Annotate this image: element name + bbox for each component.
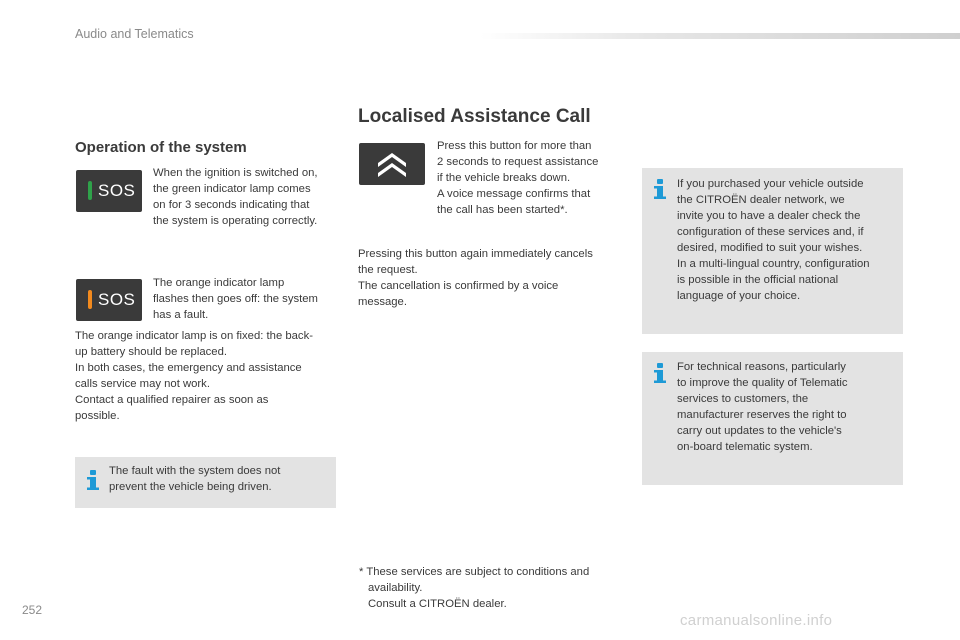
info-note-box: [75, 457, 336, 508]
orange-lamp-text: The orange indicator lamp flashes then goes off: the system has a fault.: [153, 277, 318, 321]
sos-label: SOS: [98, 290, 136, 309]
sos-button-green[interactable]: [76, 170, 142, 212]
info-box-dealer-text: If you purchased your vehicle outside the CITROËN dealer network, we invite you to have a dealer check the configuration of these services and, if desired, modified to suit your wishes. In a multi-lingual country, configuration is possible in the official national language of your choice.: [677, 178, 870, 302]
info-box-dealer: [642, 168, 903, 334]
fixed-lamp-text: The orange indicator lamp is on fixed: the back- up battery should be replaced. In both cases, the emergency and assistance calls service may not work. Contact a qualified repairer as soon as possible.: [75, 330, 313, 422]
sos-label: SOS: [98, 181, 136, 200]
page-number: 252: [22, 603, 43, 617]
citroen-chevrons-icon: [376, 148, 408, 180]
info-box-technical: [642, 352, 903, 485]
orange-indicator-lamp: [88, 290, 92, 309]
info-icon: [652, 362, 668, 384]
green-indicator-lamp: [88, 181, 92, 200]
watermark: carmanualsonline.info: [680, 612, 833, 629]
section-title: Audio and Telematics: [75, 27, 194, 41]
sos-button-orange[interactable]: [76, 279, 142, 321]
info-icon: [85, 469, 101, 491]
localised-assistance-heading: Localised Assistance Call: [358, 106, 591, 127]
press-button-text: Press this button for more than 2 seconds to request assistance if the vehicle breaks down. A voice message confirms that the call has been started*.: [437, 140, 599, 216]
cancel-call-text: Pressing this button again immediately cancels the request. The cancellation is confirmed by a voice message.: [358, 248, 593, 308]
info-note-text: The fault with the system does not prevent the vehicle being driven.: [109, 465, 281, 493]
info-box-technical-text: For technical reasons, particularly to improve the quality of Telematic services to customers, the manufacturer reserves the right to carry out updates to the vehicle's on-board telematic system.: [677, 361, 848, 453]
header-divider: [480, 33, 960, 39]
green-lamp-text: When the ignition is switched on, the green indicator lamp comes on for 3 seconds indicating that the system is operating correctly.: [153, 167, 318, 227]
info-icon: [652, 178, 668, 200]
footnote: * These services are subject to conditions and availability. Consult a CITROËN dealer.: [359, 566, 590, 610]
assistance-button[interactable]: [359, 143, 425, 185]
operation-heading: Operation of the system: [75, 139, 247, 156]
